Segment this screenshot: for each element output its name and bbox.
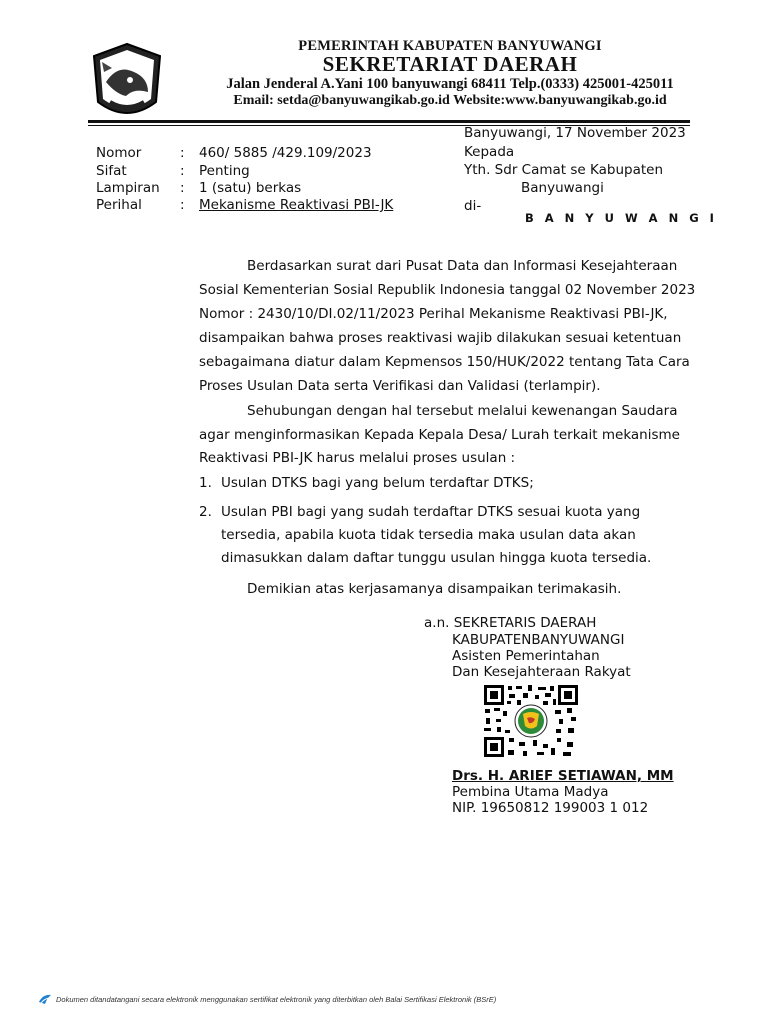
field-label-nomor: Nomor <box>96 145 142 161</box>
signatory-rank: Pembina Utama Madya <box>452 784 609 800</box>
field-value-nomor: 460/ 5885 /429.109/2023 <box>199 145 372 161</box>
list-item-text: dimasukkan dalam daftar tunggu usulan hingga kuota tersedia. <box>221 550 652 566</box>
list-item-text: tersedia, apabila kuota tidak tersedia maka usulan data akan <box>221 527 636 543</box>
letter-date: Banyuwangi, 17 November 2023 <box>464 125 686 141</box>
addressee-kepada: Kepada <box>464 144 515 160</box>
electronic-signature-notice: Dokumen ditandatangani secara elektronik menggunakan sertifikat elektronik yang diterbitkan oleh Balai Sertifikasi Elektronik (BSrE) <box>56 995 497 1004</box>
field-colon: : <box>180 163 185 179</box>
paragraph-1-line: disampaikan bahwa proses reaktivasi wajib dilakukan sesuai ketentuan <box>199 330 682 346</box>
list-item-text: Usulan PBI bagi yang sudah terdaftar DTKS sesuai kuota yang <box>221 504 641 520</box>
paragraph-1-line: Proses Usulan Data serta Verifikasi dan Validasi (terlampir). <box>199 378 601 394</box>
paragraph-2-line: Sehubungan dengan hal tersebut melalui kewenangan Saudara <box>247 403 678 419</box>
letterhead-government-line: PEMERINTAH KABUPATEN BANYUWANGI <box>298 38 602 54</box>
list-item-text: Usulan DTKS bagi yang belum terdaftar DTKS; <box>221 475 534 491</box>
field-value-perihal: Mekanisme Reaktivasi PBI-JK <box>199 197 394 213</box>
signature-kab: KABUPATENBANYUWANGI <box>452 632 625 648</box>
field-value-sifat: Penting <box>199 163 250 179</box>
closing-sentence: Demikian atas kerjasamanya disampaikan terimakasih. <box>247 581 622 597</box>
list-number: 1. <box>199 475 212 491</box>
addressee-yth: Yth. Sdr Camat se Kabupaten <box>464 162 664 178</box>
letterhead-rule-thick <box>88 120 690 123</box>
signature-an: a.n. SEKRETARIS DAERAH <box>424 615 597 631</box>
signatory-nip: NIP. 19650812 199003 1 012 <box>452 800 649 816</box>
letterhead-address: Jalan Jenderal A.Yani 100 banyuwangi 68411 Telp.(0333) 425001-425011 <box>226 76 674 92</box>
addressee-di: di- <box>464 198 482 214</box>
addressee-city: Banyuwangi <box>521 180 604 196</box>
field-label-perihal: Perihal <box>96 197 142 213</box>
signature-title-2: Dan Kesejahteraan Rakyat <box>452 664 631 680</box>
letterhead-contact: Email: setda@banyuwangikab.go.id Website:www.banyuwangikab.go.id <box>233 93 667 108</box>
paragraph-1-line: sebagaimana diatur dalam Kepmensos 150/HUK/2022 tentang Tata Cara <box>199 354 690 370</box>
paragraph-1-line: Nomor : 2430/10/DI.02/11/2023 Perihal Mekanisme Reaktivasi PBI-JK, <box>199 306 668 322</box>
field-colon: : <box>180 197 185 213</box>
paragraph-1-line: Sosial Kementerian Sosial Republik Indonesia tanggal 02 November 2023 <box>199 282 696 298</box>
regency-emblem-icon <box>90 42 164 126</box>
qr-code-icon <box>483 684 579 758</box>
paragraph-2-line: agar menginformasikan Kepada Kepala Desa/ Lurah terkait mekanisme <box>199 427 680 443</box>
field-colon: : <box>180 180 185 196</box>
letterhead-office-line: SEKRETARIAT DAERAH <box>322 52 578 76</box>
addressee-place: B A N Y U W A N G I <box>525 211 718 225</box>
signature-title-1: Asisten Pemerintahan <box>452 648 600 664</box>
list-number: 2. <box>199 504 212 520</box>
paragraph-1-line: Berdasarkan surat dari Pusat Data dan Informasi Kesejahteraan <box>247 258 678 274</box>
field-colon: : <box>180 145 185 161</box>
bsre-logo-icon <box>38 993 52 1005</box>
paragraph-2-line: Reaktivasi PBI-JK harus melalui proses usulan : <box>199 450 516 466</box>
signatory-name: Drs. H. ARIEF SETIAWAN, MM <box>452 768 674 784</box>
field-label-sifat: Sifat <box>96 163 127 179</box>
field-label-lampiran: Lampiran <box>96 180 160 196</box>
field-value-lampiran: 1 (satu) berkas <box>199 180 302 196</box>
